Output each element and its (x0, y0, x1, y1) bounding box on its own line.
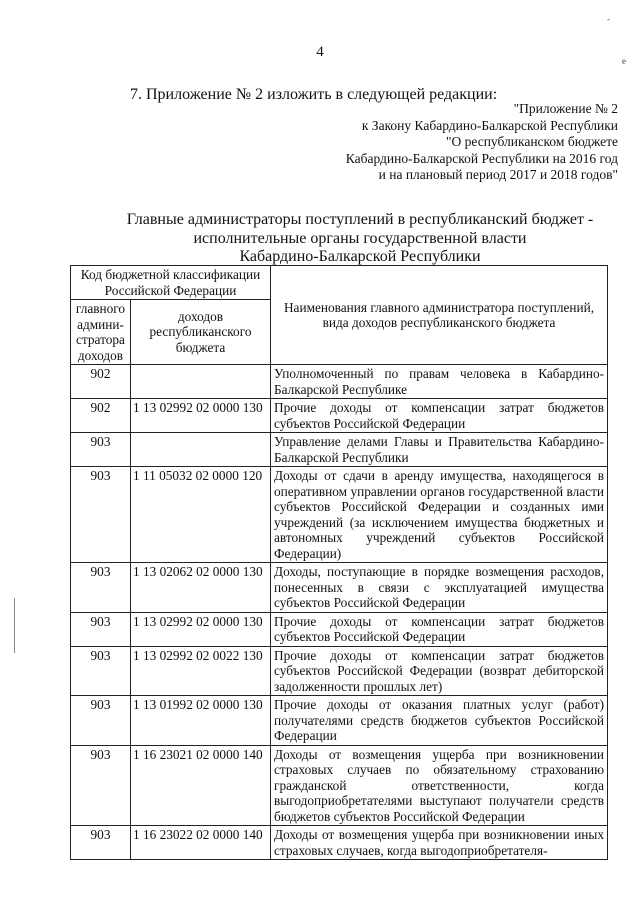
name-cell: Прочие доходы от оказания платных услуг (работ) получателями средств бюджетов субъектов Российской Федерации (271, 696, 608, 746)
admin-code-cell: 903 (71, 563, 131, 613)
header-classification-code: Код бюджетной классификации Российской Федерации (71, 266, 271, 300)
revenue-code-cell (131, 433, 271, 467)
appendix-line: "О республиканском бюджете (445, 134, 618, 149)
admin-code-cell: 903 (71, 696, 131, 746)
table-row (71, 467, 608, 563)
title-line: исполнительные органы государственной власти (193, 229, 527, 247)
title-line: Главные администраторы поступлений в республиканский бюджет - (126, 211, 594, 228)
page-number: 4 (316, 44, 324, 60)
header-main-administrator: главного админи-стратора доходов (71, 300, 131, 365)
revenue-code-cell: 1 13 02992 02 0000 130 (131, 399, 271, 433)
name-cell: Доходы от возмещения ущерба при возникновении иных страховых случаев, когда выгодоприобретателя- (271, 826, 608, 860)
revenue-code-cell: 1 13 01992 02 0000 130 (131, 696, 271, 746)
revenue-administrators-table (70, 265, 608, 860)
admin-code-cell: 903 (71, 826, 131, 860)
admin-code-cell: 903 (71, 467, 131, 563)
table-row (71, 826, 608, 860)
revenue-code-cell (131, 365, 271, 399)
name-cell: Доходы от сдачи в аренду имущества, находящегося в оперативном управлении органов государственной власти субъектов Российской Федерации и созданных ими учреждений (за исключением имущества бюджетных и автономных учреждений субъектов Российской Федерации) (271, 467, 608, 563)
name-cell: Прочие доходы от компенсации затрат бюджетов субъектов Российской Федерации (271, 399, 608, 433)
revenue-code-cell: 1 13 02992 02 0000 130 (131, 612, 271, 646)
table-row (71, 399, 608, 433)
appendix-line: Кабардино-Балкарской Республики на 2016 год (345, 150, 618, 166)
table-row (71, 563, 608, 613)
admin-code-cell: 903 (71, 646, 131, 696)
admin-code-cell: 902 (71, 365, 131, 399)
revenue-code-cell: 1 13 02062 02 0000 130 (131, 563, 271, 613)
revenue-code-cell: 1 16 23022 02 0000 140 (131, 826, 271, 860)
name-cell: Прочие доходы от компенсации затрат бюджетов субъектов Российской Федерации (271, 612, 608, 646)
appendix-line: "Приложение № 2 (513, 101, 618, 116)
header-revenue-code: доходов республиканского бюджета (131, 300, 271, 365)
name-cell: Доходы от возмещения ущерба при возникновении страховых случаев по обязательному страхованию гражданской ответственности, когда выгодоприобретателями выступают получатели средств бюджетов субъектов Российской Федерации (271, 745, 608, 826)
revenue-code-cell: 1 13 02992 02 0022 130 (131, 646, 271, 696)
table-row (71, 365, 608, 399)
name-cell: Уполномоченный по правам человека в Кабардино-Балкарской Республике (271, 365, 608, 399)
corner-mark: - (607, 14, 610, 24)
revenue-code-cell: 1 16 23021 02 0000 140 (131, 745, 271, 826)
appendix-line: и на плановый период 2017 и 2018 годов" (378, 167, 618, 182)
appendix-header (300, 101, 618, 184)
header-administrator-name: Наименования главного администратора поступлений, вида доходов республиканского бюджета (271, 266, 608, 365)
binding-line (14, 598, 15, 653)
table-row (71, 646, 608, 696)
table-header-row (71, 266, 608, 300)
admin-code-cell: 903 (71, 745, 131, 826)
revenue-code-cell: 1 11 05032 02 0000 120 (131, 467, 271, 563)
name-cell: Прочие доходы от компенсации затрат бюджетов субъектов Российской Федерации (возврат дебиторской задолженности прошлых лет) (271, 646, 608, 696)
table-row (71, 612, 608, 646)
margin-mark: e (622, 56, 626, 66)
name-cell: Управление делами Главы и Правительства Кабардино-Балкарской Республики (271, 433, 608, 467)
appendix-line: к Закону Кабардино-Балкарской Республики (361, 117, 618, 133)
admin-code-cell: 903 (71, 612, 131, 646)
admin-code-cell: 903 (71, 433, 131, 467)
admin-code-cell: 902 (71, 399, 131, 433)
table-row (71, 745, 608, 826)
table-row (71, 433, 608, 467)
title-line: Кабардино-Балкарской Республики (239, 248, 481, 265)
document-title (90, 211, 630, 267)
table-row (71, 696, 608, 746)
amendment-heading: 7. Приложение № 2 изложить в следующей редакции: (130, 86, 498, 103)
name-cell: Доходы, поступающие в порядке возмещения расходов, понесенных в связи с эксплуатацией имущества субъектов Российской Федерации (271, 563, 608, 613)
